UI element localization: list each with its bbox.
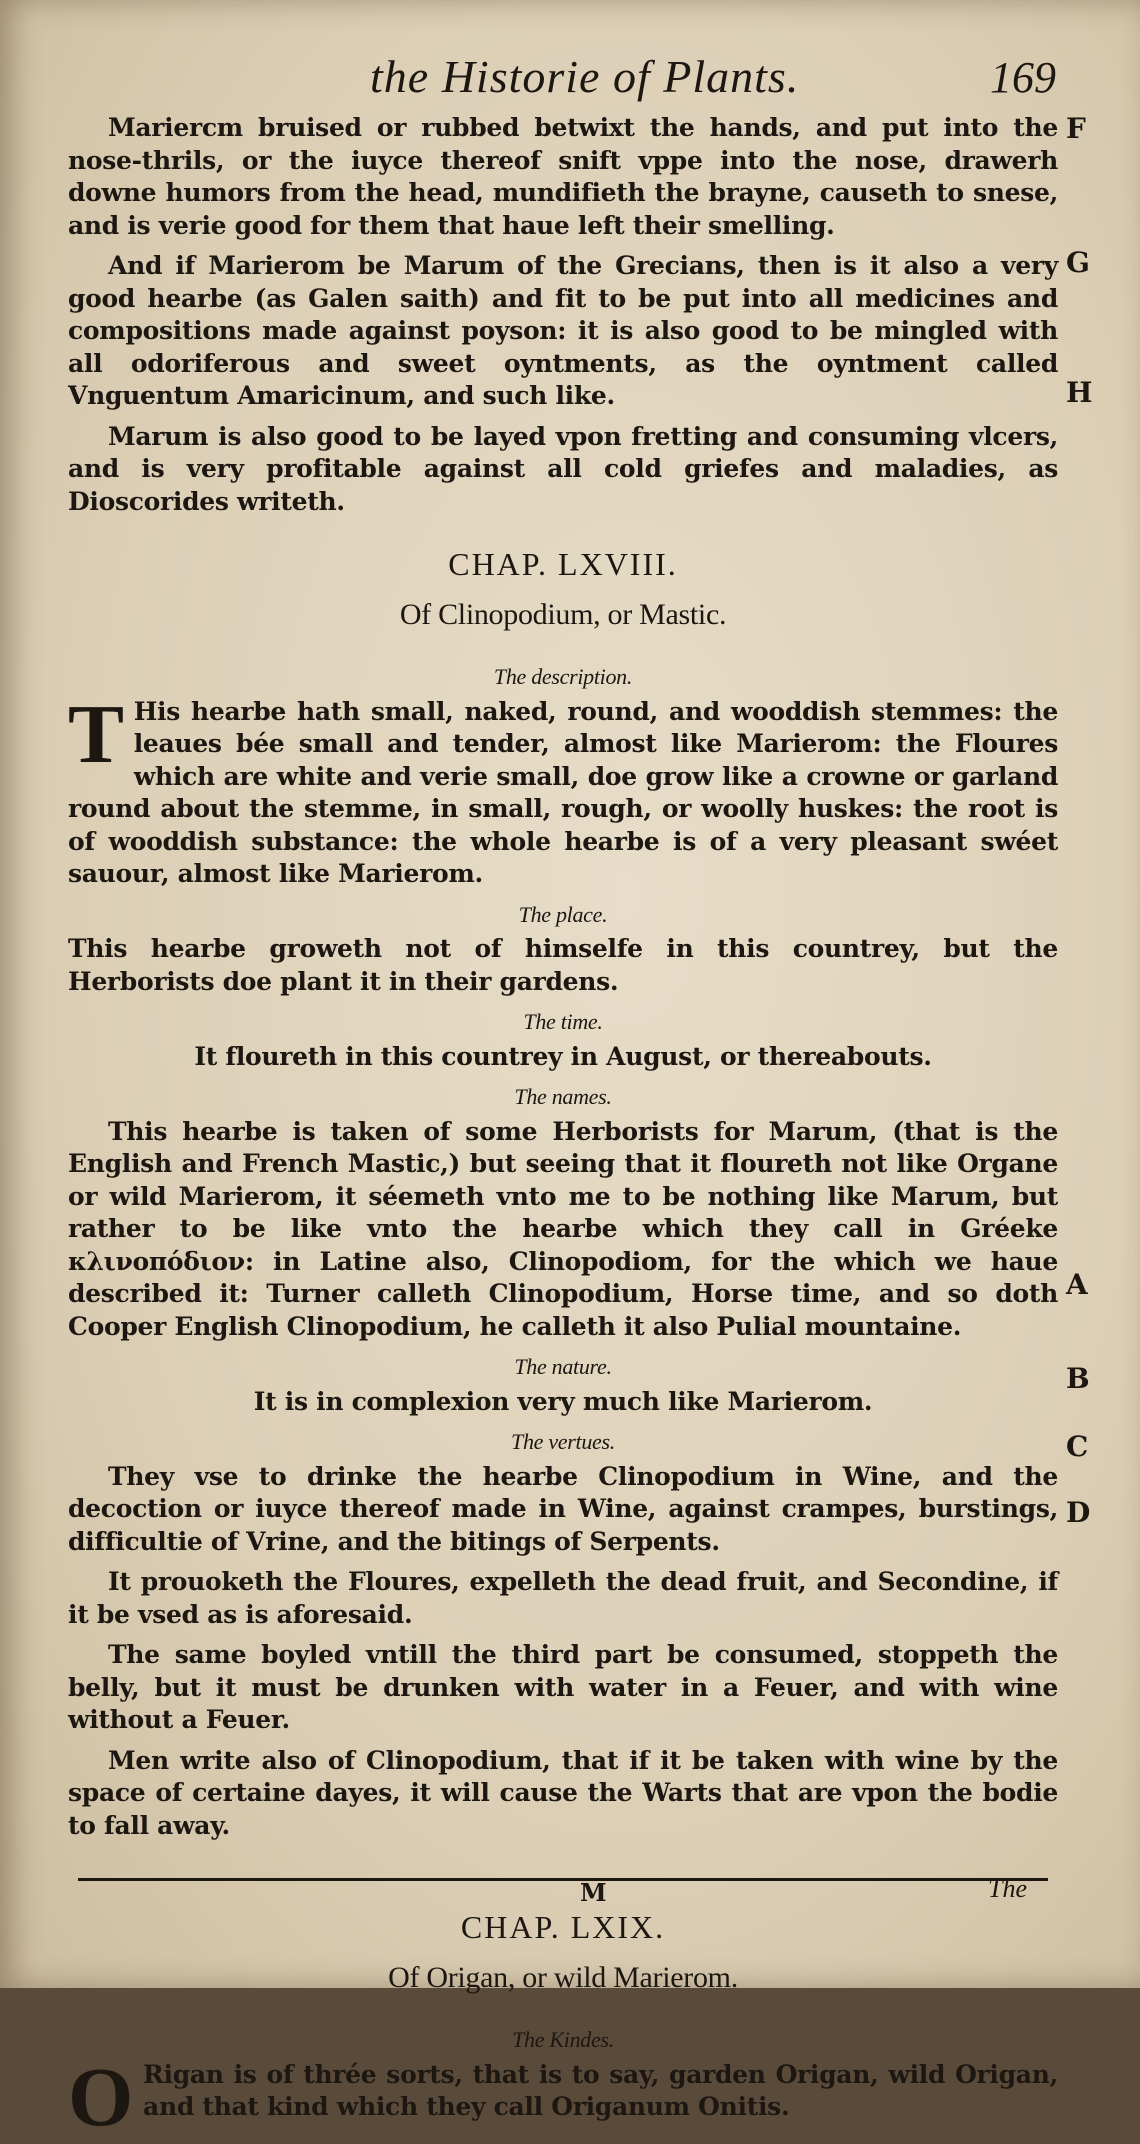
chapter-title: Of Origan, or wild Marierom. <box>388 1960 738 1994</box>
margin-letter: H <box>1066 376 1093 409</box>
vertue-paragraph: They vse to drinke the hearbe Clinopodium in Wine, and the decoction or iuyce thereof made in Wine, against crampes, burstings, difficultie of Vrine, and the bitings of Serpents. <box>68 1461 1058 1556</box>
vertue-paragraph: The same boyled vntill the third part be consumed, stoppeth the belly, but it must be drunken with water in a Feuer, and with wine without a Feuer. <box>68 1640 1058 1734</box>
section-label: The place. <box>518 901 608 927</box>
margin-letter: B <box>1066 1362 1090 1395</box>
paragraph: Mariercm bruised or rubbed betwixt the hands, and put into the nose-thrils, or the iuyce thereof snift vppe into the nose, drawerh downe humors from the head, mundifieth the brayne, causeth to snese, and is verie good for them that haue left their smelling. <box>68 113 1058 240</box>
page-body <box>68 112 1058 2144</box>
names-paragraph: This hearbe is taken of some Herborists for Marum, (that is the English and French Mastic,) but seeing that it floureth not like Organe or wild Marierom, it séemeth vnto me to be nothing like Marum, but rather to be like vnto the hearbe which they call in Gréeke κλινοπόδιον: in Latine also, Clinopodiom, for the which we haue described it: Turner calleth Clinopodium, Horse time, and so doth Cooper English Clinopodium, he calleth it also Pulial mountaine. <box>68 1116 1058 1341</box>
section-label: The nature. <box>514 1354 612 1379</box>
paragraph: And if Marierom be Marum of the Grecians, then is it also a very good hearbe (as Galen saith) and fit to be put into all medicines and compositions made against poyson: it is also good to be mingled with all odoriferous and sweet oyntments, as the oyntment called Vnguentum Amaricinum, and such like. <box>68 251 1058 410</box>
margin-letter: A <box>1066 1268 1088 1301</box>
section-label: The Kindes. <box>512 2027 614 2052</box>
section-label: The description. <box>493 664 633 689</box>
margin-letter: C <box>1066 1430 1089 1463</box>
description-paragraph <box>68 687 1058 891</box>
margin-letter: G <box>1066 246 1090 279</box>
vertue-paragraph: It prouoketh the Floures, expelleth the dead fruit, and Secondine, if it be vsed as is aforesaid. <box>68 1567 1058 1629</box>
margin-letter: F <box>1066 112 1086 145</box>
margin-letter: D <box>1066 1496 1091 1529</box>
page-number: 169 <box>990 53 1056 102</box>
description-text: His hearbe hath small, naked, round, and wooddish stemmes: the leaues bée small and tender, almost like Marierom: the Floures which are white and verie small, doe grow like a crowne or garland round about the stemme, in small, rough, or woolly huskes: the root is of wooddish substance: the whole hearbe is of a very pleasant swéet sauour, almost like Marierom. <box>68 696 1058 888</box>
chapter-title: Of Clinopodium, or Mastic. <box>399 597 727 631</box>
section-label: The vertues. <box>511 1429 615 1454</box>
drop-cap: T <box>68 687 124 781</box>
chapter-heading: CHAP. LXVIII. <box>448 546 678 582</box>
signature-mark: M <box>580 1878 607 1907</box>
nature-paragraph: It is in complexion very much like Marierom. <box>253 1386 873 1416</box>
section-divider <box>78 1878 1048 1881</box>
kindes-text: Rigan is of thrée sorts, that is to say, garden Origan, wild Origan, and that kind which they call Origanum Onitis. <box>143 2059 1058 2121</box>
place-paragraph: This hearbe groweth not of himselfe in this countrey, but the Herborists doe plant it in their gardens. <box>68 934 1058 996</box>
chapter-heading: CHAP. LXIX. <box>460 1909 666 1945</box>
kindes-paragraph <box>68 2050 1058 2144</box>
paragraph: Marum is also good to be layed vpon fretting and consuming vlcers, and is very profitable against all cold griefes and maladies, as Dioscorides writeth. <box>68 421 1058 516</box>
section-label: The names. <box>514 1084 612 1109</box>
time-paragraph: It floureth in this countrey in August, or thereabouts. <box>194 1041 932 1071</box>
catchword: The <box>988 1874 1027 1903</box>
vertue-paragraph: Men write also of Clinopodium, that if it be taken with wine by the space of certaine dayes, it will cause the Warts that are vpon the bodie to fall away. <box>68 1745 1058 1840</box>
section-label: The time. <box>523 1009 603 1034</box>
drop-cap: O <box>68 2050 134 2144</box>
running-title: the Historie of Plants. <box>370 51 800 102</box>
